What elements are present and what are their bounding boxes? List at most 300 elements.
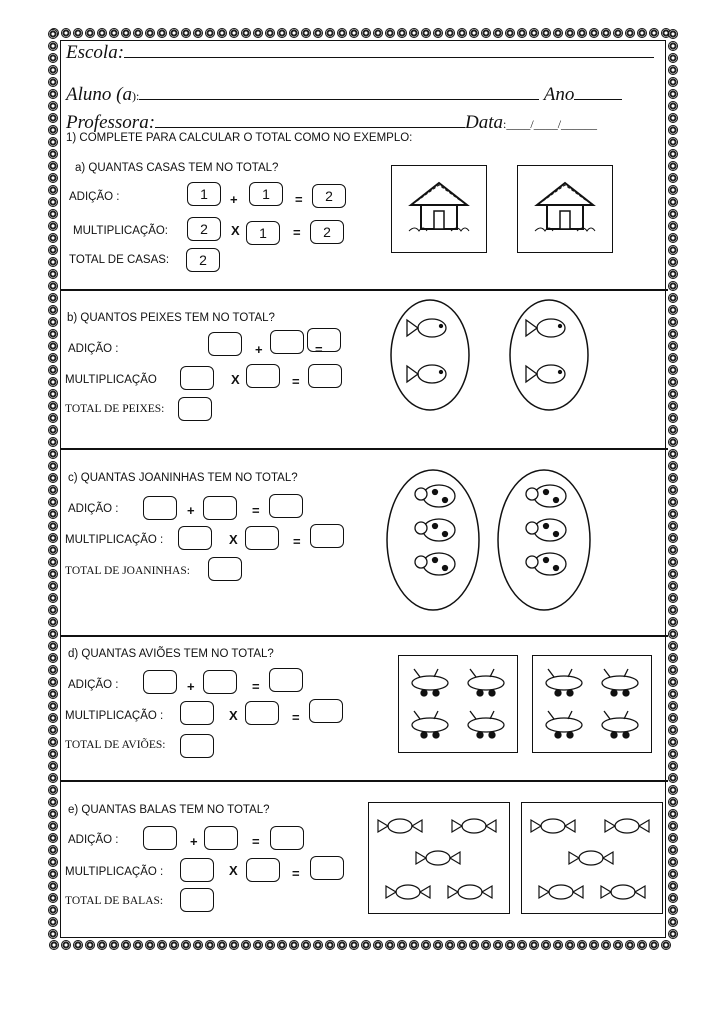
bead-icon [48, 353, 58, 363]
question-d: d) QUANTAS AVIÕES TEM NO TOTAL? [68, 648, 274, 660]
bead-icon [433, 940, 443, 950]
bead-icon [48, 653, 58, 663]
bead-icon [601, 940, 611, 950]
bead-icon [133, 940, 143, 950]
addition-operand-1[interactable] [208, 332, 242, 356]
bead-icon [48, 281, 58, 291]
bead-icon [49, 940, 59, 950]
bead-icon [668, 305, 678, 315]
bead-icon [48, 173, 58, 183]
bead-icon [469, 940, 479, 950]
bead-icon [668, 173, 678, 183]
bead-icon [668, 677, 678, 687]
bead-icon [668, 197, 678, 207]
bead-icon [668, 881, 678, 891]
bead-icon [48, 569, 58, 579]
bead-icon [668, 845, 678, 855]
bead-icon [668, 593, 678, 603]
plus-sign: + [187, 679, 195, 694]
bead-icon [517, 28, 527, 38]
bead-icon [48, 41, 58, 51]
school-line[interactable] [124, 43, 654, 58]
bead-icon [241, 28, 251, 38]
year-line[interactable] [574, 85, 622, 100]
bead-icon [668, 281, 678, 291]
bead-icon [668, 245, 678, 255]
bead-icon [48, 77, 58, 87]
bead-icon [48, 905, 58, 915]
bead-icon [668, 857, 678, 867]
bead-border-top [48, 28, 672, 38]
equals-sign: = [292, 710, 300, 725]
house-icon [391, 165, 487, 253]
bead-icon [668, 353, 678, 363]
bead-icon [48, 713, 58, 723]
bead-icon [469, 28, 479, 38]
bead-icon [409, 940, 419, 950]
multiplication-label: MULTIPLICAÇÃO [65, 374, 157, 386]
bead-icon [265, 940, 275, 950]
bead-icon [48, 125, 58, 135]
bead-icon [668, 905, 678, 915]
student-label-suffix: ): [131, 89, 140, 103]
bead-icon [668, 449, 678, 459]
bead-icon [553, 28, 563, 38]
date-label: Data [465, 112, 504, 133]
addition-result[interactable]: 2 [312, 184, 346, 208]
bead-icon [668, 917, 678, 927]
bead-icon [553, 940, 563, 950]
multiplication-label: MULTIPLICAÇÃO: [73, 225, 168, 237]
addition-operand-2[interactable] [270, 330, 304, 354]
bead-icon [577, 28, 587, 38]
multiplication-result[interactable] [309, 699, 343, 723]
bead-icon [145, 940, 155, 950]
bead-icon [421, 28, 431, 38]
multiplication-operand-1[interactable] [180, 701, 214, 725]
ladybug-icon [496, 468, 592, 612]
bead-icon [48, 413, 58, 423]
candy-group-2 [521, 802, 663, 914]
total-label: TOTAL DE AVIÕES: [65, 739, 166, 751]
bead-icon [48, 65, 58, 75]
addition-operand-2[interactable]: 1 [249, 182, 283, 206]
bead-icon [668, 149, 678, 159]
date-line[interactable]: :____/____/______ [503, 117, 598, 131]
bead-icon [589, 28, 599, 38]
bead-icon [637, 28, 647, 38]
equals-sign: = [293, 225, 301, 240]
bead-icon [205, 28, 215, 38]
bead-icon [48, 701, 58, 711]
bead-icon [217, 28, 227, 38]
addition-operand-1[interactable] [143, 826, 177, 850]
bead-icon [301, 940, 311, 950]
bead-icon [601, 28, 611, 38]
airplane-icon [398, 655, 518, 753]
addition-operand-1[interactable] [143, 496, 177, 520]
bead-icon [133, 28, 143, 38]
multiplication-operand-2[interactable] [245, 701, 279, 725]
bead-icon [48, 881, 58, 891]
bead-icon [385, 940, 395, 950]
bead-icon [668, 725, 678, 735]
bead-icon [109, 28, 119, 38]
bead-icon [48, 89, 58, 99]
times-sign: X [229, 863, 238, 878]
bead-icon [668, 461, 678, 471]
bead-icon [668, 749, 678, 759]
times-sign: X [229, 532, 238, 547]
bead-icon [668, 773, 678, 783]
total-answer[interactable] [180, 888, 214, 912]
bead-icon [48, 29, 58, 39]
bead-icon [668, 833, 678, 843]
ladybug-group-1 [385, 468, 481, 612]
bead-icon [48, 773, 58, 783]
bead-icon [169, 940, 179, 950]
bead-icon [48, 449, 58, 459]
bead-icon [493, 28, 503, 38]
bead-icon [589, 940, 599, 950]
bead-icon [157, 28, 167, 38]
bead-border-left [48, 28, 58, 940]
bead-icon [337, 28, 347, 38]
bead-icon [541, 28, 551, 38]
bead-icon [48, 833, 58, 843]
bead-icon [541, 940, 551, 950]
bead-icon [668, 617, 678, 627]
bead-icon [565, 940, 575, 950]
bead-icon [409, 28, 419, 38]
house-group-2 [517, 165, 613, 253]
bead-icon [445, 940, 455, 950]
bead-icon [48, 689, 58, 699]
bead-icon [48, 641, 58, 651]
bead-icon [229, 28, 239, 38]
bead-icon [48, 365, 58, 375]
bead-icon [48, 533, 58, 543]
total-label: TOTAL DE CASAS: [69, 254, 170, 266]
bead-icon [668, 113, 678, 123]
fish-group-2 [508, 298, 590, 412]
equals-sign: = [292, 866, 300, 881]
fish-group-1 [389, 298, 471, 412]
bead-icon [668, 29, 678, 39]
bead-icon [97, 940, 107, 950]
bead-icon [48, 341, 58, 351]
bead-icon [668, 629, 678, 639]
bead-icon [337, 940, 347, 950]
bead-icon [637, 940, 647, 950]
bead-icon [668, 557, 678, 567]
multiplication-operand-1[interactable] [178, 526, 212, 550]
bead-icon [517, 940, 527, 950]
bead-icon [481, 28, 491, 38]
bead-icon [48, 233, 58, 243]
bead-icon [48, 401, 58, 411]
bead-icon [421, 940, 431, 950]
addition-result[interactable] [270, 826, 304, 850]
bead-icon [668, 413, 678, 423]
equals-sign: = [315, 342, 323, 357]
times-sign: X [231, 372, 240, 387]
section-divider [60, 448, 668, 450]
teacher-line[interactable] [155, 113, 465, 128]
school-label: Escola: [66, 42, 125, 63]
addition-operand-2[interactable] [203, 496, 237, 520]
bead-icon [668, 713, 678, 723]
bead-icon [48, 473, 58, 483]
bead-icon [48, 113, 58, 123]
bead-icon [668, 605, 678, 615]
bead-icon [668, 497, 678, 507]
bead-icon [48, 605, 58, 615]
bead-icon [668, 569, 678, 579]
equals-sign: = [252, 834, 260, 849]
bead-icon [668, 257, 678, 267]
bead-icon [157, 940, 167, 950]
multiplication-result[interactable] [310, 856, 344, 880]
total-label: TOTAL DE JOANINHAS: [65, 565, 190, 577]
total-answer[interactable] [178, 397, 212, 421]
bead-border-bottom [48, 940, 672, 950]
bead-icon [668, 797, 678, 807]
bead-icon [48, 665, 58, 675]
bead-icon [277, 28, 287, 38]
multiplication-operand-1[interactable] [180, 366, 214, 390]
bead-icon [85, 940, 95, 950]
bead-icon [48, 293, 58, 303]
bead-icon [529, 28, 539, 38]
bead-icon [668, 641, 678, 651]
bead-icon [668, 689, 678, 699]
bead-icon [169, 28, 179, 38]
multiplication-operand-2[interactable] [246, 364, 280, 388]
addition-operand-1[interactable]: 1 [187, 182, 221, 206]
student-line[interactable] [139, 85, 539, 100]
bead-icon [668, 161, 678, 171]
bead-icon [668, 533, 678, 543]
bead-icon [613, 940, 623, 950]
bead-icon [48, 545, 58, 555]
bead-icon [668, 293, 678, 303]
bead-icon [668, 77, 678, 87]
bead-icon [668, 521, 678, 531]
bead-border-right [668, 28, 678, 940]
bead-icon [48, 497, 58, 507]
bead-icon [668, 545, 678, 555]
bead-icon [668, 869, 678, 879]
bead-icon [193, 28, 203, 38]
bead-icon [61, 28, 71, 38]
bead-icon [325, 940, 335, 950]
bead-icon [48, 389, 58, 399]
bead-icon [668, 761, 678, 771]
bead-icon [668, 929, 678, 939]
bead-icon [48, 629, 58, 639]
bead-icon [668, 269, 678, 279]
bead-icon [493, 940, 503, 950]
bead-icon [481, 940, 491, 950]
bead-icon [48, 797, 58, 807]
bead-icon [349, 940, 359, 950]
house-group-1 [391, 165, 487, 253]
bead-icon [48, 137, 58, 147]
addition-label: ADIÇÃO : [68, 343, 119, 355]
bead-icon [48, 101, 58, 111]
bead-icon [668, 401, 678, 411]
bead-icon [48, 161, 58, 171]
bead-icon [48, 377, 58, 387]
bead-icon [668, 137, 678, 147]
total-answer[interactable] [208, 557, 242, 581]
bead-icon [48, 317, 58, 327]
bead-icon [48, 761, 58, 771]
bead-icon [48, 617, 58, 627]
ladybug-group-2 [496, 468, 592, 612]
airplane-icon [532, 655, 652, 753]
bead-icon [397, 28, 407, 38]
times-sign: X [229, 708, 238, 723]
bead-icon [301, 28, 311, 38]
bead-icon [668, 509, 678, 519]
bead-icon [48, 725, 58, 735]
bead-icon [668, 233, 678, 243]
addition-operand-2[interactable] [204, 826, 238, 850]
bead-icon [577, 940, 587, 950]
bead-icon [73, 28, 83, 38]
airplane-group-1 [398, 655, 518, 753]
section-divider [60, 289, 668, 291]
bead-icon [668, 209, 678, 219]
bead-icon [505, 28, 515, 38]
bead-icon [253, 940, 263, 950]
bead-icon [48, 737, 58, 747]
teacher-label: Professora: [66, 112, 156, 133]
addition-operand-1[interactable] [143, 670, 177, 694]
addition-label: ADIÇÃO : [68, 503, 119, 515]
bead-icon [48, 185, 58, 195]
candy-icon [521, 802, 663, 914]
total-label: TOTAL DE BALAS: [65, 895, 164, 907]
multiplication-operand-2[interactable] [245, 526, 279, 550]
bead-icon [241, 940, 251, 950]
plus-sign: + [255, 342, 263, 357]
bead-icon [48, 485, 58, 495]
bead-icon [48, 461, 58, 471]
bead-icon [668, 365, 678, 375]
multiplication-operand-2[interactable] [246, 858, 280, 882]
fish-icon [508, 298, 590, 412]
bead-icon [277, 940, 287, 950]
bead-icon [181, 28, 191, 38]
bead-icon [361, 28, 371, 38]
school-field[interactable] [66, 42, 654, 64]
bead-icon [325, 28, 335, 38]
total-answer[interactable] [180, 734, 214, 758]
bead-icon [229, 940, 239, 950]
bead-icon [668, 341, 678, 351]
bead-icon [668, 653, 678, 663]
bead-icon [48, 197, 58, 207]
ladybug-icon [385, 468, 481, 612]
bead-icon [668, 65, 678, 75]
bead-icon [73, 940, 83, 950]
section-divider [60, 780, 668, 782]
bead-icon [48, 257, 58, 267]
question-a: a) QUANTAS CASAS TEM NO TOTAL? [75, 162, 279, 174]
bead-icon [48, 845, 58, 855]
addition-result[interactable] [269, 494, 303, 518]
addition-result[interactable] [307, 328, 341, 352]
multiplication-label: MULTIPLICAÇÃO : [65, 710, 164, 722]
multiplication-result[interactable] [308, 364, 342, 388]
multiplication-label: MULTIPLICAÇÃO : [65, 534, 164, 546]
bead-icon [649, 28, 659, 38]
bead-icon [109, 940, 119, 950]
question-e: e) QUANTAS BALAS TEM NO TOTAL? [68, 804, 270, 816]
teacher-field[interactable] [66, 112, 597, 134]
multiplication-operand-1[interactable] [180, 858, 214, 882]
bead-icon [529, 940, 539, 950]
bead-icon [313, 28, 323, 38]
bead-icon [373, 940, 383, 950]
multiplication-result[interactable]: 2 [310, 220, 344, 244]
total-label: TOTAL DE PEIXES: [65, 403, 165, 415]
student-field[interactable] [66, 84, 622, 106]
bead-icon [48, 53, 58, 63]
multiplication-label: MULTIPLICAÇÃO : [65, 866, 164, 878]
bead-icon [48, 785, 58, 795]
bead-icon [48, 149, 58, 159]
multiplication-operand-1[interactable]: 2 [187, 217, 221, 241]
bead-icon [565, 28, 575, 38]
bead-icon [48, 809, 58, 819]
bead-icon [433, 28, 443, 38]
year-label: Ano [543, 84, 575, 105]
bead-icon [48, 221, 58, 231]
bead-icon [668, 125, 678, 135]
addition-operand-2[interactable] [203, 670, 237, 694]
multiplication-result[interactable] [310, 524, 344, 548]
plus-sign: + [190, 834, 198, 849]
bead-icon [193, 940, 203, 950]
bead-icon [181, 940, 191, 950]
bead-icon [289, 940, 299, 950]
student-label: Aluno (a [66, 84, 132, 105]
addition-result[interactable] [269, 668, 303, 692]
bead-icon [457, 28, 467, 38]
bead-icon [668, 785, 678, 795]
bead-icon [613, 28, 623, 38]
multiplication-operand-2[interactable]: 1 [246, 221, 280, 245]
bead-icon [668, 317, 678, 327]
plus-sign: + [230, 192, 238, 207]
instruction-text: 1) COMPLETE PARA CALCULAR O TOTAL COMO NO EXEMPLO: [66, 132, 413, 144]
bead-icon [145, 28, 155, 38]
total-answer[interactable]: 2 [186, 248, 220, 272]
question-b: b) QUANTOS PEIXES TEM NO TOTAL? [67, 312, 275, 324]
bead-icon [649, 940, 659, 950]
bead-icon [48, 245, 58, 255]
times-sign: X [231, 223, 240, 238]
bead-icon [48, 425, 58, 435]
bead-icon [668, 665, 678, 675]
bead-icon [668, 377, 678, 387]
bead-icon [668, 425, 678, 435]
bead-icon [668, 389, 678, 399]
